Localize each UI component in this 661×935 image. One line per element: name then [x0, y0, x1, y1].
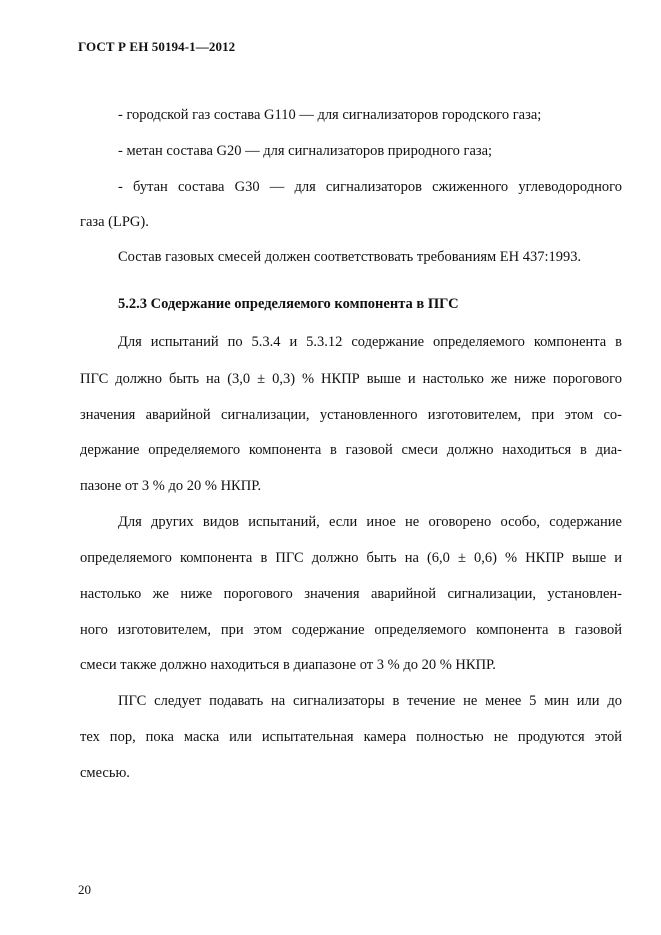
list-item-city-gas: - городской газ состава G110 — для сигнализаторов городского газа;: [118, 107, 542, 123]
list-item-butane-line2: газа (LPG).: [80, 214, 149, 230]
paragraph1-line2: ПГС должно быть на (3,0 ± 0,3) % НКПР выше и настолько же ниже порогового: [80, 371, 622, 387]
paragraph-gas-composition: Состав газовых смесей должен соответствовать требованиям ЕН 437:1993.: [118, 249, 582, 265]
paragraph2-line2: определяемого компонента в ПГС должно быть на (6,0 ± 0,6) % НКПР выше и: [80, 550, 622, 566]
document-header-title: ГОСТ Р ЕН 50194-1—2012: [78, 39, 236, 54]
paragraph2-line3: настолько же ниже порогового значения аварийной сигнализации, установлен-: [80, 586, 622, 602]
paragraph2-line5: смеси также должно находиться в диапазоне от 3 % до 20 % НКПР.: [80, 657, 496, 673]
paragraph2-line4: ного изготовителем, при этом содержание определяемого компонента в газовой: [80, 622, 622, 638]
list-item-methane: - метан состава G20 — для сигнализаторов природного газа;: [118, 143, 493, 159]
paragraph1-line5: пазоне от 3 % до 20 % НКПР.: [80, 478, 262, 494]
list-item-butane-line1: - бутан состава G30 — для сигнализаторов сжиженного углеводородного: [118, 179, 622, 195]
paragraph1-line4: держание определяемого компонента в газовой смеси должно находиться в диа-: [80, 442, 622, 458]
page-number: 20: [78, 882, 91, 897]
paragraph2-line1: Для других видов испытаний, если иное не оговорено особо, содержание: [118, 514, 622, 530]
paragraph1-line3: значения аварийной сигнализации, установленного изготовителем, при этом со-: [80, 407, 622, 423]
paragraph1-line1: Для испытаний по 5.3.4 и 5.3.12 содержание определяемого компонента в: [118, 334, 622, 350]
section-title: 5.2.3 Содержание определяемого компонента в ПГС: [118, 296, 459, 312]
paragraph3-line2: тех пор, пока маска или испытательная камера полностью не продуются этой: [80, 729, 622, 745]
paragraph3-line1: ПГС следует подавать на сигнализаторы в течение не менее 5 мин или до: [118, 693, 622, 709]
paragraph3-line3: смесью.: [80, 765, 130, 781]
